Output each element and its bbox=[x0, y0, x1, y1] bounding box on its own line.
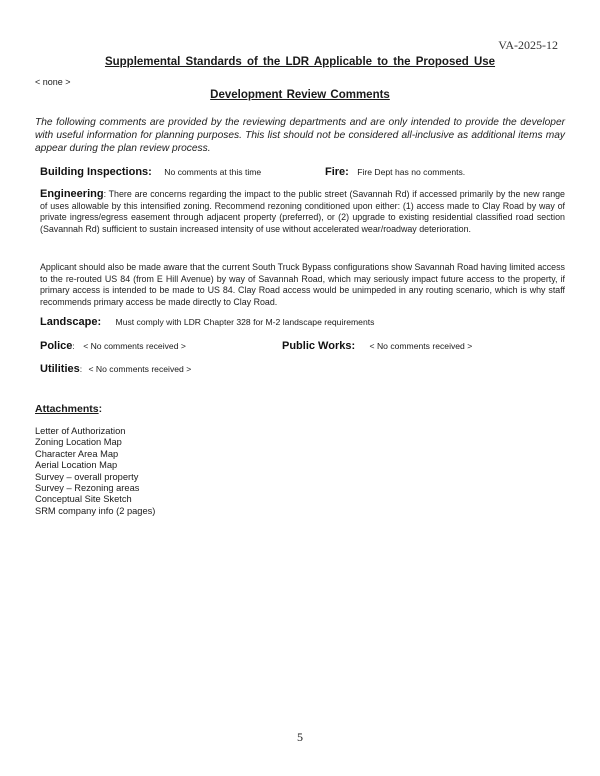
police-colon: : bbox=[72, 341, 75, 351]
attachments-heading-text: Attachments bbox=[35, 403, 99, 415]
police-comment bbox=[40, 340, 186, 352]
public-works-text: < No comments received > bbox=[369, 341, 473, 351]
police-label: Police bbox=[40, 340, 73, 352]
fire-text: Fire Dept has no comments. bbox=[357, 167, 466, 177]
engineering-comment bbox=[40, 189, 565, 235]
attachment-item: Zoning Location Map bbox=[35, 437, 122, 448]
public-works-comment bbox=[282, 340, 472, 352]
landscape-comment bbox=[40, 316, 374, 328]
engineering-comment-continued: Applicant should also be made aware that the current South Truck Bypass configurations show Savannah Road having limited access to the re-routed US 84 (from E Hill Avenue) by way of Savannah Road, which may seriously impact future access to the property, if primary access is intended to be made to US 84. Clay Road access would be unimpeded in any routing scenario, which is why staff recommends primary access be made directly to Clay Road. bbox=[40, 262, 565, 307]
engineering-text: : There are concerns regarding the impact to the public street (Savannah Rd) if accessed primarily by the new range of uses allowable by this intensified zoning. Recommend rezoning conditioned upon either: (1) access made to Clay Road by way of private ingress/egress easement through adjacent property (preferred), or (2) upgrade to existing residential classified road section (Savannah Rd) sufficient to sustain increased intensity of use without accelerated wear/roadway deterioration. bbox=[40, 189, 565, 234]
attachments-list bbox=[35, 426, 155, 517]
fire-comment bbox=[325, 166, 465, 178]
engineering-label: Engineering bbox=[40, 188, 104, 200]
building-inspections-comment bbox=[40, 166, 261, 178]
landscape-label: Landscape: bbox=[40, 316, 102, 328]
public-works-label: Public Works: bbox=[282, 340, 356, 352]
attachment-item: Letter of Authorization bbox=[35, 426, 126, 436]
attachment-item: Survey – overall property bbox=[35, 471, 139, 482]
fire-label: Fire: bbox=[325, 166, 349, 178]
attachment-item: Aerial Location Map bbox=[35, 460, 118, 471]
utilities-text: < No comments received > bbox=[88, 364, 192, 374]
supplemental-standards-heading: Supplemental Standards of the LDR Applicable to the Proposed Use bbox=[104, 56, 496, 68]
building-inspections-label: Building Inspections: bbox=[40, 166, 152, 178]
attachment-item: Character Area Map bbox=[35, 448, 119, 459]
attachments-heading bbox=[35, 403, 102, 415]
review-comments-heading: Development Review Comments bbox=[210, 89, 390, 101]
attachments-colon: : bbox=[98, 403, 103, 415]
supplemental-standards-value: < none > bbox=[35, 77, 71, 87]
attachment-item: SRM company info (2 pages) bbox=[35, 505, 156, 516]
utilities-colon: : bbox=[79, 364, 83, 374]
building-inspections-text: No comments at this time bbox=[164, 167, 262, 177]
intro-paragraph: The following comments are provided by the reviewing departments and are only intended to provide the developer with useful information for planning purposes. This list should not be considered all-inclusive as additional items may appear during the plan review process. bbox=[35, 117, 565, 154]
attachment-item: Conceptual Site Sketch bbox=[35, 494, 132, 505]
page-number: 5 bbox=[297, 730, 303, 744]
police-text: < No comments received > bbox=[83, 341, 186, 351]
landscape-text: Must comply with LDR Chapter 328 for M-2 landscape requirements bbox=[115, 317, 375, 327]
utilities-comment bbox=[40, 363, 191, 375]
document-id: VA-2025-12 bbox=[498, 38, 558, 52]
utilities-label: Utilities bbox=[40, 363, 80, 375]
attachment-item: Survey – Rezoning areas bbox=[35, 483, 140, 494]
